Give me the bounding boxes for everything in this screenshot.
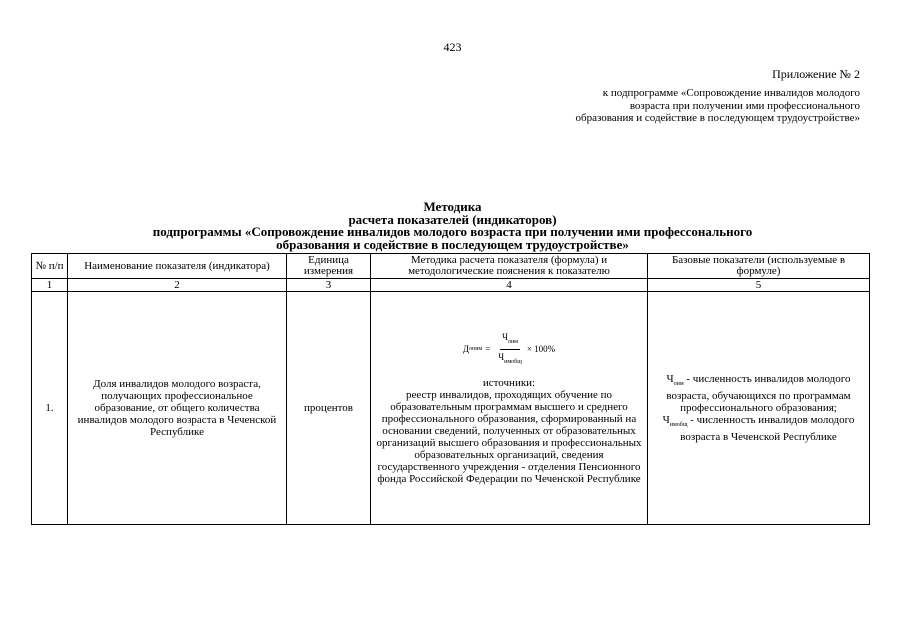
base-var2-symbol: Ч (662, 414, 670, 426)
base-var1-symbol: Ч (666, 372, 674, 385)
formula (463, 331, 555, 368)
heading-line-4: образования и содействие в последующем трудоустройстве» (276, 236, 629, 252)
header-indicator-name: Наименование показателя (индикатора) (68, 254, 287, 279)
column-number: 5 (648, 279, 870, 292)
base-var2-sub: имобщ (669, 422, 688, 429)
base-indicators-cell (648, 292, 870, 525)
column-number: 1 (32, 279, 68, 292)
sources-label: источники: (482, 377, 536, 390)
formula-numerator (500, 331, 520, 350)
document-heading (0, 201, 905, 251)
formula-lhs: Д (462, 344, 469, 354)
page-number: 423 (443, 40, 462, 54)
numerator-sub: оим (507, 338, 518, 345)
table-header-row (32, 254, 870, 279)
column-number: 3 (287, 279, 371, 292)
formula-denominator (496, 350, 524, 368)
formula-multiplier: × 100% (526, 344, 556, 354)
appendix-title: Приложение № 2 (772, 67, 860, 81)
denominator-symbol: Ч (498, 351, 505, 362)
header-unit: Единица измерения (287, 254, 371, 279)
appendix-subtitle: к подпрограмме «Сопровождение инвалидов молодого возраста при получении ими профессионального образования и содействие в последующем трудоустройстве» (575, 87, 860, 124)
column-number: 2 (68, 279, 287, 292)
formula-fraction (496, 331, 524, 368)
header-base-indicators: Базовые показатели (используемые в формуле) (648, 254, 870, 279)
header-number: № п/п (32, 254, 68, 279)
header-method: Методика расчета показателя (формула) и методологические пояснения к показателю (371, 254, 648, 279)
base-var1-sub: оим (673, 381, 684, 387)
indicator-name: Доля инвалидов молодого возраста, получающих профессиональное образование, от общего количества инвалидов молодого возраста в Чеченской Республике (68, 292, 287, 525)
heading-line-1: Методика (423, 199, 482, 214)
row-number: 1. (32, 292, 68, 525)
table-row (32, 292, 870, 525)
formula-lhs-sub: опим (468, 346, 483, 352)
base-var2-text: - численность инвалидов молодого возраста в Чеченской Республике (680, 414, 855, 444)
method-cell (371, 292, 648, 525)
denominator-sub: имобщ (504, 358, 522, 365)
sources-text: реестр инвалидов, проходящих обучение по образовательным программам высшего и среднего профессионального образования, сформированный на основании сведений, полученных от образовательных организаций высшего образования и профессиональных образовательных организаций, сведения государственного учреждения - отделения Пенсионного фонда Российской Федерации по Чеченской Республике (376, 389, 642, 486)
column-number: 4 (371, 279, 648, 292)
heading-line-2: расчета показателей (индикаторов) (348, 211, 557, 227)
indicator-table (31, 253, 870, 525)
heading-line-3: подпрограммы «Сопровождение инвалидов молодого возраста при получении ими профессонального (152, 224, 753, 239)
base-var1-text: - численность инвалидов молодого возраста, обучающихся по программам профессионального образования; (666, 372, 851, 414)
numerator-symbol: Ч (502, 331, 508, 342)
indicator-unit: процентов (287, 292, 371, 525)
table-column-numbers-row (32, 279, 870, 292)
formula-equals: = (485, 344, 491, 354)
